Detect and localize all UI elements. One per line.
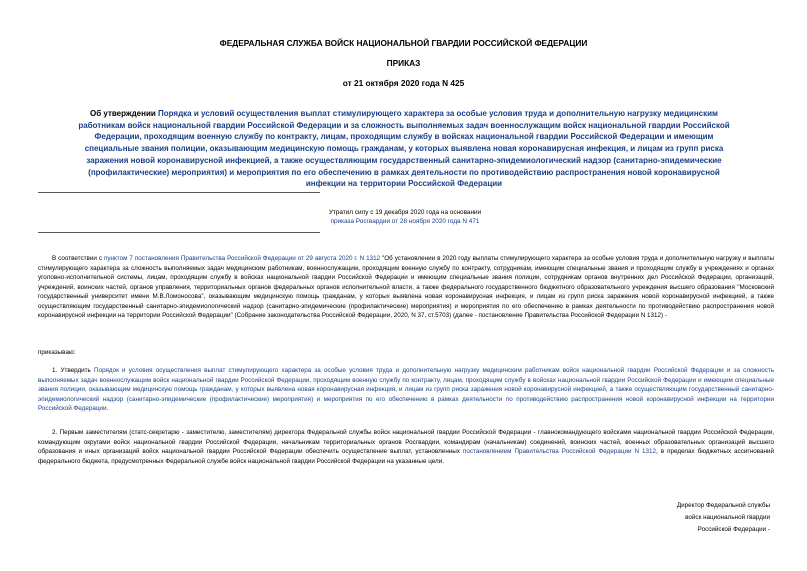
item-1-text-1: 1. Утвердить <box>52 367 95 374</box>
item-2-text-2: , в пределах бюджетных ассигнований федерального бюджета, предусмотренных Федеральной службе войск национальной гвардии Российской Федерации на указанные цели. <box>38 448 774 465</box>
preamble-text-1: В соответствии с <box>52 255 104 262</box>
signature-block <box>600 500 770 536</box>
agency-heading: ФЕДЕРАЛЬНАЯ СЛУЖБА ВОЙСК НАЦИОНАЛЬНОЙ ГВАРДИИ РОССИЙСКОЙ ФЕДЕРАЦИИ <box>219 38 588 48</box>
item-2-link[interactable]: постановлением Правительства Российской Федерации N 1312 <box>462 448 657 456</box>
item-1-text-2: . <box>106 405 109 413</box>
validity-note <box>240 208 570 226</box>
item-1-paragraph <box>38 366 774 414</box>
divider-bottom <box>38 232 320 233</box>
signature-line-1: Директор Федеральной службы <box>676 502 770 509</box>
item-2-text-1: 2. Первым заместителям (статс-секретарю - заместителю, заместителям) директора Федеральной службы войск национальной гвардии Российской Федерации - главнокомандующего войсками национальной гвардии Российской Федерации, командующим округами войск национальной гвардии Российской Федерации, начальникам территориальных органов Росгвардии, командирам (начальникам) соединений, воинских частей, военных образовательных организаций высшего образования и иных организаций войск национальной гвардии Российской Федерации обеспечить осуществление выплат, установленных <box>38 429 774 456</box>
item-1-link[interactable]: Порядок и условия осуществления выплат стимулирующего характера за особые условия труда и дополнительную нагрузку медицинским работникам войск национальной гвардии Российской Федерации и за сложность выполняемых задач военнослужащим войск национальной гвардии Российской Федерации, проходящим военную службу по контракту, лицам, проходящим службу в войсках национальной гвардии Российской Федерации и имеющим специальные звания полиции, оказывающим медицинскую помощь гражданам, у которых выявлена новая коронавирусная инфекция, и лицам из групп риска заражения новой коронавирусной инфекцией, а также осуществляющим государственный санитарно-эпидемиологический надзор (санитарно-эпидемические (профилактические) мероприятия) и мероприятия по его обеспечению в рамках деятельности по противодействию распространения новой коронавирусной инфекции на территории Российской Федерации <box>38 367 775 413</box>
document-type: ПРИКАЗ <box>386 58 421 68</box>
order-word: приказываю: <box>38 349 76 356</box>
title-prefix: Об утверждении <box>90 109 158 118</box>
signature-line-2: войск национальной гвардии <box>685 514 770 521</box>
document-date-number: от 21 октября 2020 года N 425 <box>342 78 465 88</box>
signature-line-3: Российской Федерации - <box>697 526 770 533</box>
document-title <box>72 108 736 190</box>
validity-note-line1: Утратил силу с 19 декабря 2020 года на основании <box>328 209 482 216</box>
validity-note-link[interactable]: приказа Росгвардии от 28 ноября 2020 года N 471 <box>330 218 480 225</box>
preamble-link[interactable]: пунктом 7 постановления Правительства Российской Федерации от 29 августа 2020 г. N 1312 <box>103 255 381 262</box>
preamble-paragraph <box>38 254 774 321</box>
title-link[interactable]: Порядка и условий осуществления выплат стимулирующего характера за особые условия труда и дополнительную нагрузку медицинским работникам войск национальной гвардии Российской Федерации и за сложность выполняемых задач военнослужащим войск национальной гвардии Российской Федерации, проходящим военную службу по контракту, лицам, проходящим службу в войсках национальной гвардии Российской Федерации и имеющим специальные звания полиции, оказывающим медицинскую помощь гражданам, у которых выявлена новая коронавирусная инфекция, и лицам из групп риска заражения новой коронавирусной инфекцией, а также осуществляющим государственный санитарно-эпидемиологический надзор (санитарно-эпидемические (профилактические) мероприятия) и мероприятия по его обеспечению в рамках деятельности по противодействию распространения новой коронавирусной инфекции на территории Российской Федерации <box>78 109 730 189</box>
divider-top <box>38 192 320 193</box>
preamble-text-2: "Об установлении в 2020 году выплаты стимулирующего характера за особые условия труда и дополнительную нагрузку и выплаты стимулирующего характера за сложность выполняемых задач медицинским работникам, военнослужащим, проходящим военную службу по контракту, сотрудникам, имеющим специальные звания и проходящим службу в учреждениях и органах уголовно-исполнительной системы, лицам, проходящим службу в войсках национальной гвардии Российской Федерации и имеющим специальные звания полиции, сотрудникам органов внутренних дел Российской Федерации, организаций, учреждений, воинских частей, органов управления, территориальных органов федеральных органов исполнительной власти, а также федерального государственного бюджетного образовательного учреждения высшего образования "Московский государственный университет имени М.В.Ломоносова", оказывающим медицинскую помощь гражданам, у которых выявлена новая коронавирусная инфекция, и лицам из групп риска заражения новой коронавирусной инфекцией, а также осуществляющим государственный санитарно-эпидемиологический надзор (санитарно-эпидемические (профилактические) мероприятия) и мероприятия по его обеспечению в рамках деятельности по противодействию распространения новой коронавирусной инфекции на территории Российской Федерации" (Собрание законодательства Российской Федерации, 2020, N 37, ст.5703) (далее - постановление Правительства Российской Федерации N 1312) - <box>38 255 775 320</box>
item-2-paragraph <box>38 428 774 466</box>
